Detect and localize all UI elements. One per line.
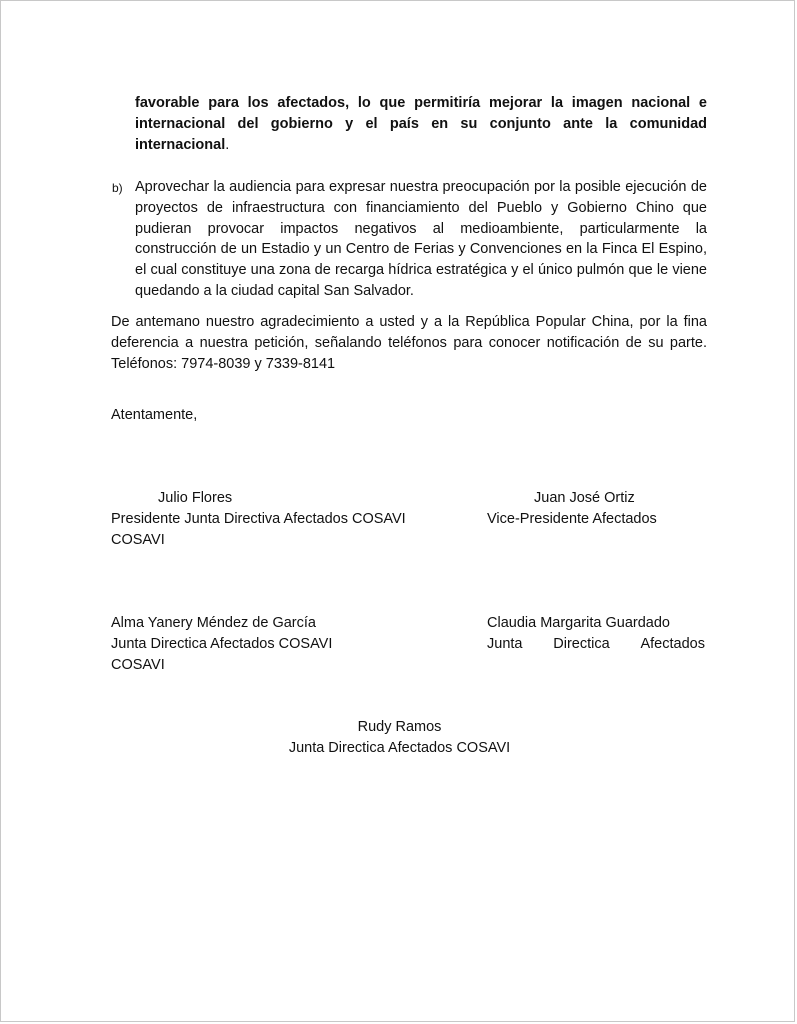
signatory-title-cont: COSAVI	[111, 531, 165, 548]
item-b-line-4: construcción de un Estadio y un Centro de Ferias y Convenciones en la Finca El Espino,	[135, 241, 707, 258]
item-b-line-6: quedando a la ciudad capital San Salvador.	[135, 282, 414, 299]
signatory-title: Junta Directica Afectados COSAVI	[288, 739, 511, 756]
item-b-line-1: Aprovechar la audiencia para expresar nuestra preocupación por la posible ejecución de	[135, 179, 707, 195]
signature-alma-mendez	[111, 613, 332, 675]
signatory-name: Rudy Ramos	[357, 719, 442, 735]
closing-line-3: Teléfonos: 7974-8039 y 7339-8141	[111, 355, 336, 372]
intro-paragraph	[135, 93, 707, 155]
signatory-name: Claudia Margarita Guardado	[487, 615, 670, 631]
closing-paragraph	[111, 312, 707, 374]
item-b-paragraph	[135, 177, 707, 302]
greeting: Atentamente,	[111, 407, 198, 423]
signature-claudia-guardado	[487, 613, 705, 655]
signatory-name: Julio Flores	[158, 490, 233, 506]
signature-juan-jose-ortiz	[487, 488, 657, 530]
intro-line-2	[135, 114, 707, 156]
signatory-name: Alma Yanery Méndez de García	[111, 615, 316, 631]
intro-line-2-end: .	[225, 136, 230, 153]
item-b-line-5: el cual constituye una zona de recarga hídrica estratégica y el único pulmón que le viene	[135, 262, 707, 279]
closing-line-2: deferencia a nuestra petición, señalando teléfonos para conocer notificación de su parte.	[111, 334, 707, 351]
signatory-name: Juan José Ortiz	[534, 490, 635, 506]
signatory-title: Junta Directica Afectados COSAVI	[111, 635, 333, 652]
signature-rudy-ramos	[1, 717, 797, 759]
item-b-line-3: pudieran provocar impactos negativos al medioambiente, particularmente la	[135, 220, 707, 237]
signatory-title: Presidente Junta Directiva Afectados COSAVI	[111, 510, 406, 527]
list-marker-b: b)	[112, 181, 123, 195]
intro-line-1: favorable para los afectados, lo que permitiría mejorar la imagen nacional e	[135, 95, 707, 111]
item-b-line-2: proyectos de infraestructura con financiamiento del Pueblo y Gobierno Chino que	[135, 199, 707, 216]
signatory-title	[487, 634, 705, 655]
title-word: Afectados	[640, 635, 705, 652]
intro-line-2-bold: internacional del gobierno y el país en su conjunto ante la comunidad internacional	[135, 115, 707, 153]
signatory-title-cont: COSAVI	[111, 656, 165, 673]
closing-line-1: De antemano nuestro agradecimiento a usted y a la República Popular China, por la fina	[111, 314, 707, 330]
signature-julio-flores	[111, 488, 406, 550]
title-word: Directica	[553, 635, 610, 652]
title-word: Junta	[487, 635, 523, 652]
signatory-title: Vice-Presidente Afectados	[487, 510, 657, 527]
